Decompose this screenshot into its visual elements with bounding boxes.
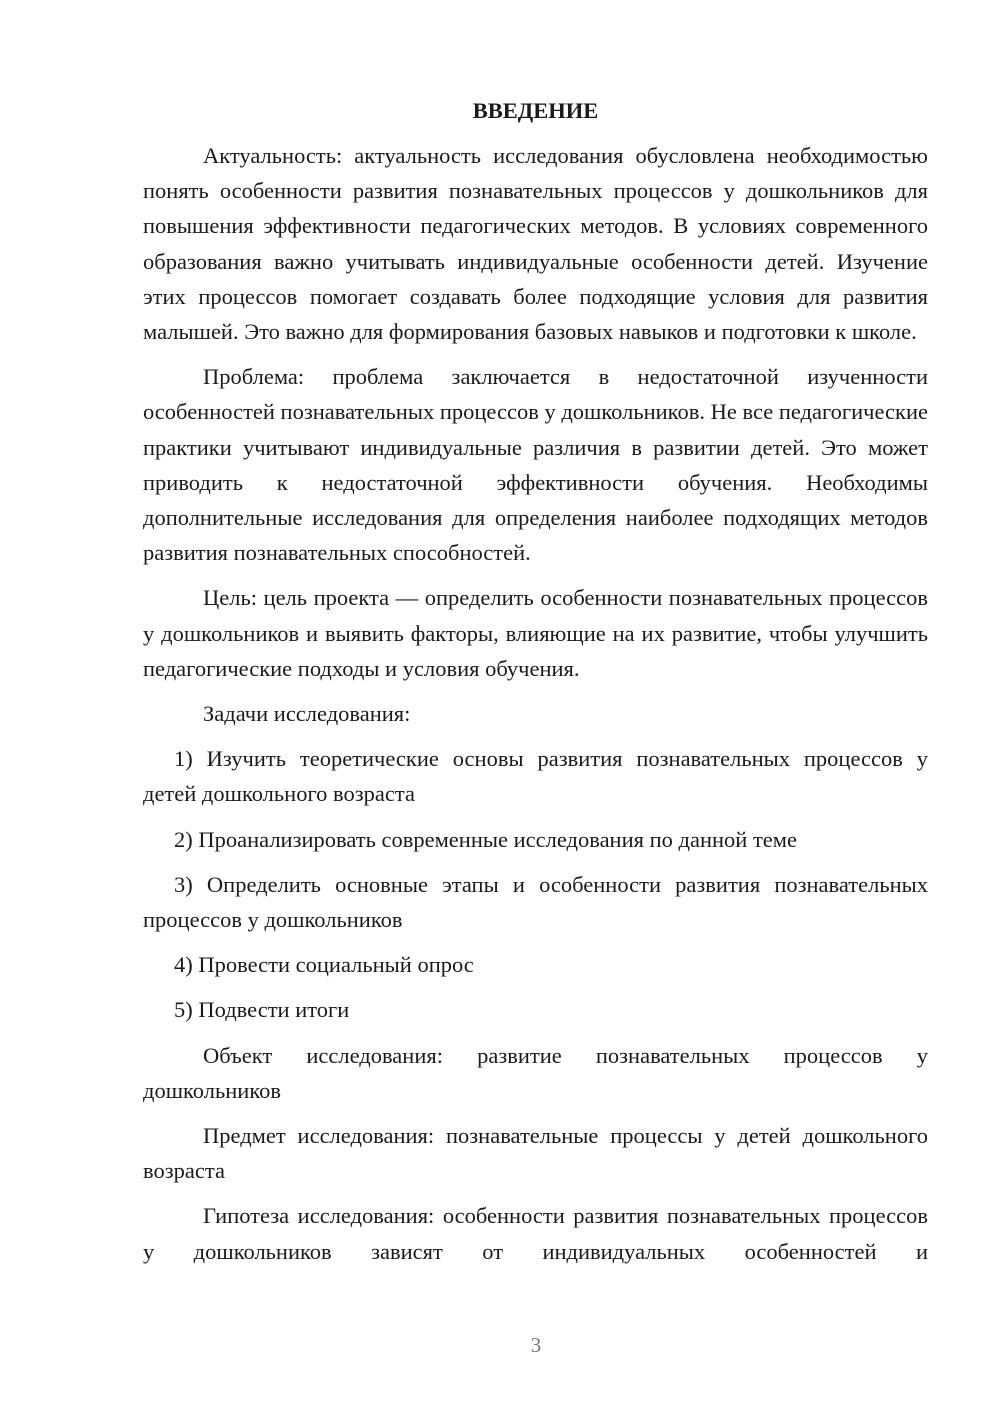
tasks-heading: Задачи исследования: — [203, 701, 411, 727]
section-title: ВВЕДЕНИЕ — [472, 98, 599, 123]
page-content — [143, 93, 928, 1279]
page-number: 3 — [530, 1333, 542, 1357]
relevance-paragraph: Актуальность: актуальность исследования обусловлена необходимостью понять особенности развития познавательных процессов у дошкольников для повышения эффективности педагогических методов. В условиях современного образования важно учитывать индивидуальные особенности детей. Изучение этих процессов помогает создавать более подходящие условия для развития малышей. Это важно для формирования базовых навыков и подготовки к школе. — [143, 143, 928, 345]
task-item-1: 1) Изучить теоретические основы развития познавательных процессов у детей дошкольного возраста — [143, 746, 928, 807]
subject-paragraph: Предмет исследования: познавательные процессы у детей дошкольного возраста — [143, 1123, 928, 1184]
task-item-5: 5) Подвести итоги — [174, 997, 350, 1023]
problem-paragraph: Проблема: проблема заключается в недостаточной изученности особенностей познавательных процессов у дошкольников. Не все педагогические практики учитывают индивидуальные различия в развитии детей. Это может приводить к недостаточной эффективности обучения. Необходимы дополнительные исследования для определения наиболее подходящих методов развития познавательных способностей. — [143, 364, 928, 566]
task-item-3: 3) Определить основные этапы и особенности развития познавательных процессов у дошкольников — [143, 871, 928, 933]
task-item-4: 4) Провести социальный опрос — [174, 952, 474, 978]
goal-paragraph: Цель: цель проекта — определить особенности познавательных процессов у дошкольников и выявить факторы, влияющие на их развитие, чтобы улучшить педагогические подходы и условия обучения. — [143, 585, 928, 681]
task-item-2: 2) Проанализировать современные исследования по данной теме — [174, 826, 798, 852]
object-paragraph: Объект исследования: развитие познавательных процессов у дошкольников — [143, 1042, 928, 1103]
hypothesis-paragraph: Гипотеза исследования: особенности развития познавательных процессов у дошкольников зависят от индивидуальных особенностей и — [143, 1203, 928, 1264]
